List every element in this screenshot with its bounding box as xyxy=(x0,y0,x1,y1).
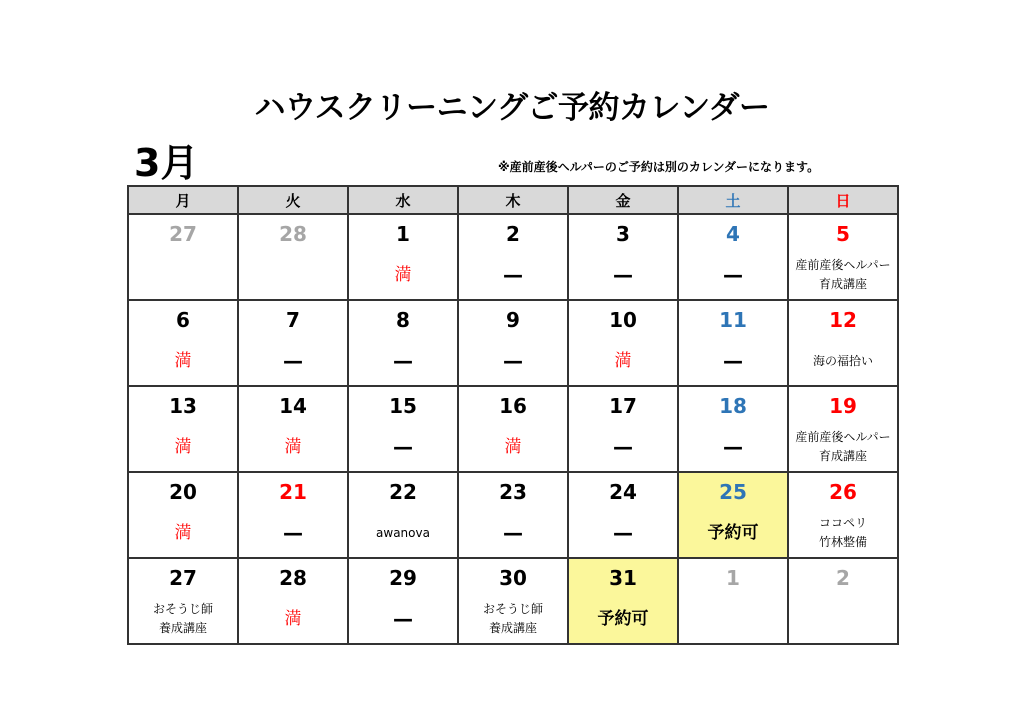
day-status xyxy=(349,425,457,469)
day-cell xyxy=(238,300,348,386)
day-status xyxy=(239,511,347,555)
day-status xyxy=(679,253,787,297)
day-number: 29 xyxy=(389,566,417,590)
week-row xyxy=(128,300,898,386)
day-status xyxy=(349,339,457,383)
day-status xyxy=(459,339,567,383)
calendar-table xyxy=(127,185,899,645)
unavailable-dash: — xyxy=(613,520,633,545)
day-status xyxy=(569,597,677,641)
day-status xyxy=(789,511,897,555)
event-label: 養成講座 xyxy=(488,621,537,635)
available-label: 予約可 xyxy=(597,608,649,629)
month-label: 3月 xyxy=(134,141,199,185)
day-cell xyxy=(678,300,788,386)
day-status xyxy=(349,597,457,641)
event-label: 育成講座 xyxy=(818,277,867,291)
day-cell xyxy=(238,214,348,300)
day-number: 14 xyxy=(279,394,307,418)
day-cell xyxy=(128,558,238,644)
day-number: 2 xyxy=(506,222,520,246)
day-status xyxy=(239,425,347,469)
day-cell xyxy=(458,386,568,472)
day-status xyxy=(569,511,677,555)
full-mark: 満 xyxy=(174,522,192,543)
day-number: 15 xyxy=(389,394,417,418)
day-cell xyxy=(458,472,568,558)
event-label: 産前産後ヘルパー xyxy=(795,430,891,444)
day-number: 30 xyxy=(499,566,527,590)
day-cell xyxy=(348,386,458,472)
day-cell xyxy=(788,472,898,558)
event-label: 育成講座 xyxy=(818,449,867,463)
day-cell xyxy=(128,300,238,386)
day-cell xyxy=(458,214,568,300)
day-number: 2 xyxy=(836,566,850,590)
day-status xyxy=(679,339,787,383)
weekday-fri: 金 xyxy=(568,186,678,214)
day-cell xyxy=(128,214,238,300)
event-label: 養成講座 xyxy=(158,621,207,635)
day-cell xyxy=(238,386,348,472)
day-cell xyxy=(348,472,458,558)
unavailable-dash: — xyxy=(613,262,633,287)
day-number: 31 xyxy=(609,566,637,590)
day-number: 23 xyxy=(499,480,527,504)
day-number: 9 xyxy=(506,308,520,332)
unavailable-dash: — xyxy=(723,434,743,459)
day-number: 11 xyxy=(719,308,747,332)
day-status xyxy=(459,253,567,297)
day-cell xyxy=(348,214,458,300)
day-number: 13 xyxy=(169,394,197,418)
week-row xyxy=(128,214,898,300)
event-label: ココペリ xyxy=(818,516,867,530)
day-number: 27 xyxy=(169,222,197,246)
full-mark: 満 xyxy=(284,436,302,457)
unavailable-dash: — xyxy=(393,348,413,373)
event-label: 産前産後ヘルパー xyxy=(795,258,891,272)
day-number: 18 xyxy=(719,394,747,418)
full-mark: 満 xyxy=(284,608,302,629)
event-label: 竹林整備 xyxy=(818,535,867,549)
day-status xyxy=(239,597,347,641)
week-row xyxy=(128,558,898,644)
day-number: 1 xyxy=(396,222,410,246)
day-number: 25 xyxy=(719,480,747,504)
day-cell xyxy=(238,558,348,644)
day-cell xyxy=(678,558,788,644)
day-number: 16 xyxy=(499,394,527,418)
day-cell xyxy=(568,300,678,386)
booking-note: ※産前産後ヘルパーのご予約は別のカレンダーになります。 xyxy=(498,160,820,174)
day-status xyxy=(569,339,677,383)
weekday-tue: 火 xyxy=(238,186,348,214)
day-cell xyxy=(788,558,898,644)
weekday-mon: 月 xyxy=(128,186,238,214)
day-cell xyxy=(458,558,568,644)
day-status xyxy=(459,511,567,555)
day-status xyxy=(789,253,897,297)
day-number: 28 xyxy=(279,222,307,246)
unavailable-dash: — xyxy=(723,262,743,287)
day-cell xyxy=(788,214,898,300)
day-number: 5 xyxy=(836,222,850,246)
day-cell xyxy=(678,214,788,300)
day-status xyxy=(569,425,677,469)
unavailable-dash: — xyxy=(503,262,523,287)
weekday-wed: 水 xyxy=(348,186,458,214)
day-cell xyxy=(238,472,348,558)
day-cell xyxy=(568,214,678,300)
day-status xyxy=(569,253,677,297)
day-number: 21 xyxy=(279,480,307,504)
day-number: 19 xyxy=(829,394,857,418)
calendar-title: ハウスクリーニングご予約カレンダー xyxy=(254,90,770,126)
day-number: 4 xyxy=(726,222,740,246)
day-number: 7 xyxy=(286,308,300,332)
event-label: おそうじ師 xyxy=(482,602,543,616)
available-label: 予約可 xyxy=(707,522,759,543)
unavailable-dash: — xyxy=(613,434,633,459)
day-cell xyxy=(568,386,678,472)
day-number: 26 xyxy=(829,480,857,504)
event-label: awanova xyxy=(376,525,430,540)
day-status xyxy=(349,511,457,555)
unavailable-dash: — xyxy=(283,520,303,545)
day-number: 3 xyxy=(616,222,630,246)
day-cell xyxy=(788,300,898,386)
day-cell xyxy=(128,386,238,472)
day-number: 22 xyxy=(389,480,417,504)
full-mark: 満 xyxy=(394,264,412,285)
event-label: 海の福拾い xyxy=(812,353,873,368)
unavailable-dash: — xyxy=(393,606,413,631)
day-status xyxy=(239,339,347,383)
unavailable-dash: — xyxy=(723,348,743,373)
day-status xyxy=(459,425,567,469)
event-label: おそうじ師 xyxy=(152,602,213,616)
day-cell xyxy=(568,558,678,644)
day-cell xyxy=(128,472,238,558)
unavailable-dash: — xyxy=(393,434,413,459)
day-number: 6 xyxy=(176,308,190,332)
day-status xyxy=(679,425,787,469)
day-cell xyxy=(348,558,458,644)
weekday-sun: 日 xyxy=(788,186,898,214)
unavailable-dash: — xyxy=(283,348,303,373)
week-row xyxy=(128,386,898,472)
unavailable-dash: — xyxy=(503,348,523,373)
day-status xyxy=(129,597,237,641)
calendar-body xyxy=(128,214,898,644)
weekday-sat: 土 xyxy=(678,186,788,214)
day-status xyxy=(459,597,567,641)
day-cell xyxy=(678,472,788,558)
day-cell xyxy=(568,472,678,558)
day-number: 24 xyxy=(609,480,637,504)
day-number: 12 xyxy=(829,308,857,332)
unavailable-dash: — xyxy=(503,520,523,545)
day-status xyxy=(679,511,787,555)
day-status xyxy=(349,253,457,297)
day-cell xyxy=(348,300,458,386)
full-mark: 満 xyxy=(614,350,632,371)
weekday-header-row xyxy=(128,186,898,214)
day-status xyxy=(129,425,237,469)
week-row xyxy=(128,472,898,558)
day-cell xyxy=(788,386,898,472)
day-status xyxy=(789,339,897,383)
day-number: 8 xyxy=(396,308,410,332)
day-number: 28 xyxy=(279,566,307,590)
day-number: 20 xyxy=(169,480,197,504)
day-status xyxy=(129,339,237,383)
day-status xyxy=(789,425,897,469)
day-cell xyxy=(678,386,788,472)
full-mark: 満 xyxy=(174,350,192,371)
weekday-thu: 木 xyxy=(458,186,568,214)
day-number: 27 xyxy=(169,566,197,590)
day-status xyxy=(129,511,237,555)
full-mark: 満 xyxy=(504,436,522,457)
day-number: 1 xyxy=(726,566,740,590)
day-number: 17 xyxy=(609,394,637,418)
day-cell xyxy=(458,300,568,386)
full-mark: 満 xyxy=(174,436,192,457)
day-number: 10 xyxy=(609,308,637,332)
